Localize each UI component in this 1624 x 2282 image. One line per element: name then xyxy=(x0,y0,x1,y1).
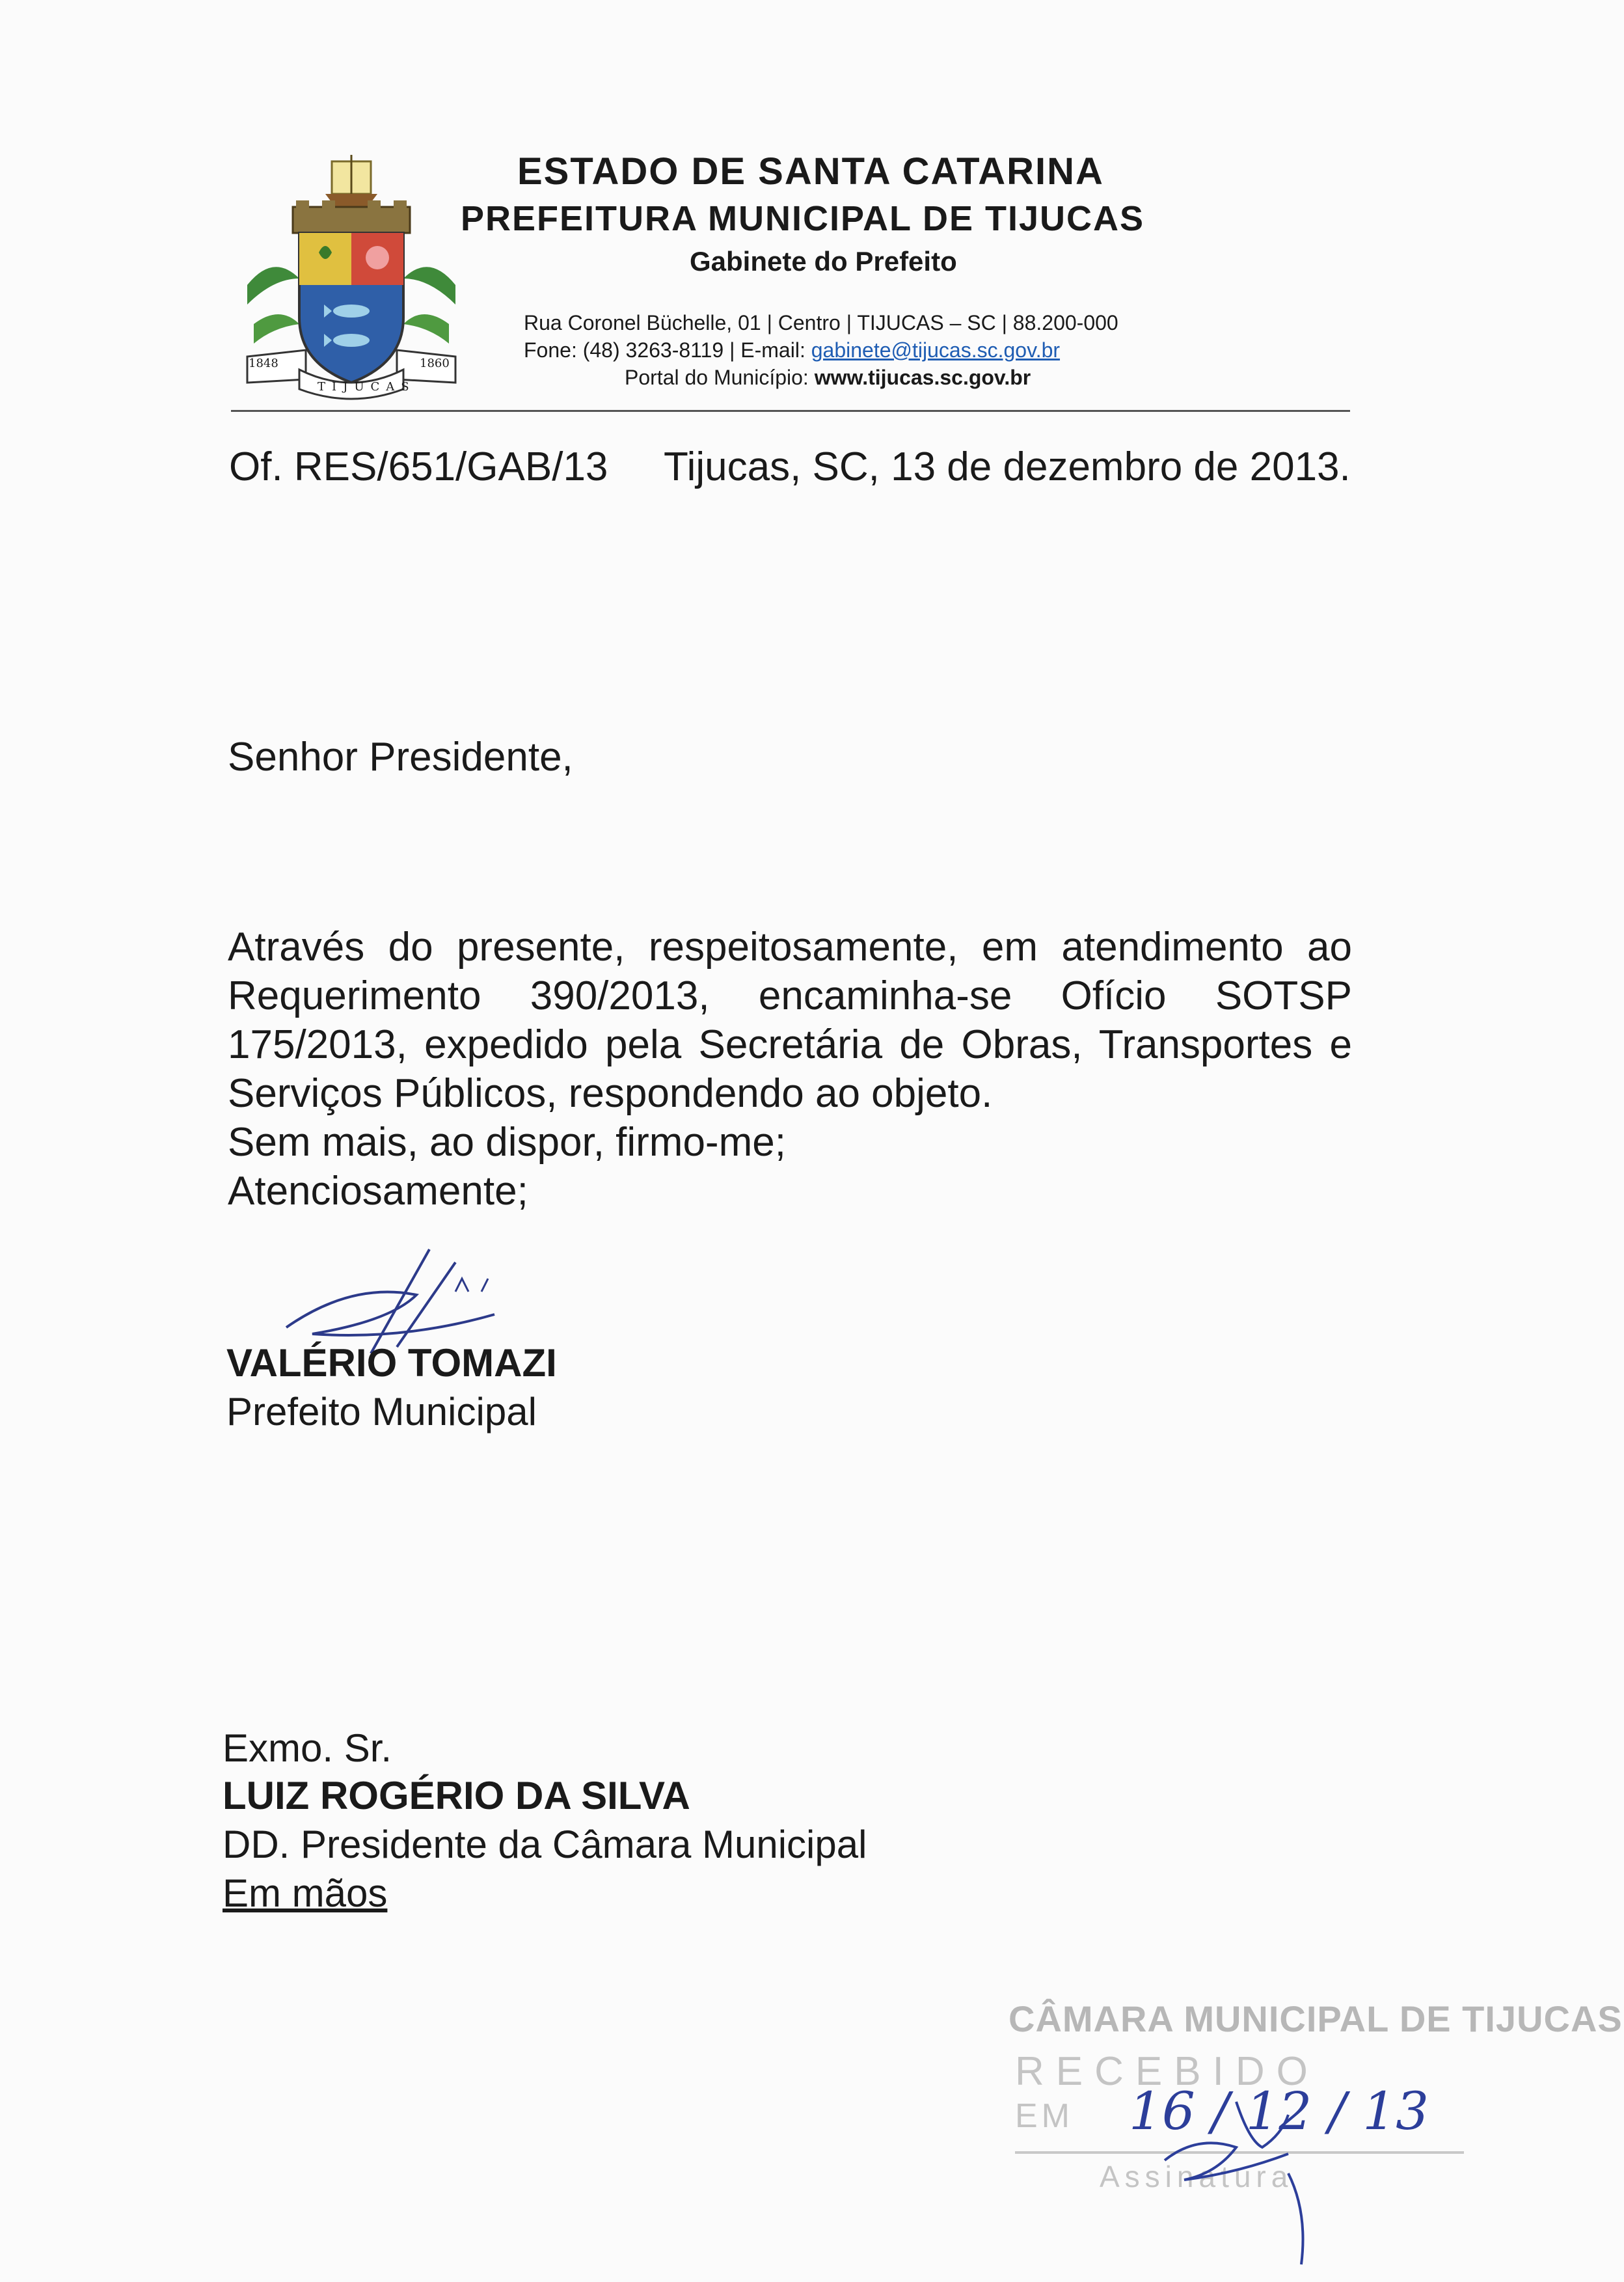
signer-title: Prefeito Municipal xyxy=(226,1390,537,1433)
header-phone: Fone: (48) 3263-8119 | E-mail: xyxy=(524,338,811,362)
header-office: Gabinete do Prefeito xyxy=(690,246,957,277)
recipient-name: LUIZ ROGÉRIO DA SILVA xyxy=(223,1774,690,1817)
stamp-signature-icon xyxy=(1002,1985,1470,2271)
signer-name: VALÉRIO TOMAZI xyxy=(226,1341,557,1385)
stamp-title: CÂMARA MUNICIPAL DE TIJUCAS xyxy=(1008,1998,1623,2039)
header-email-link[interactable]: gabinete@tijucas.sc.gov.br xyxy=(811,338,1061,362)
header-divider xyxy=(231,410,1350,412)
stamp-received: RECEBIDO xyxy=(1015,2049,1320,2094)
letter-salutation: Senhor Presidente, xyxy=(228,735,573,780)
header-state: ESTADO DE SANTA CATARINA xyxy=(517,150,1104,193)
letter-closing-2: Atenciosamente; xyxy=(228,1169,528,1214)
letter-date: Tijucas, SC, 13 de dezembro de 2013. xyxy=(664,444,1351,489)
crest-motto: TIJUCAS xyxy=(318,380,416,394)
portal-url: www.tijucas.sc.gov.br xyxy=(814,366,1031,389)
recipient-delivery: Em mãos xyxy=(223,1871,388,1915)
recipient-greeting: Exmo. Sr. xyxy=(223,1726,392,1770)
letter-reference: Of. RES/651/GAB/13 xyxy=(229,444,608,489)
header-contact xyxy=(524,338,1060,362)
stamp-signature-label: Assinatura xyxy=(1100,2160,1293,2194)
crest-year-left: 1848 xyxy=(249,357,278,370)
stamp-em: EM xyxy=(1015,2097,1074,2135)
portal-label: Portal do Município: xyxy=(625,366,815,389)
header-portal xyxy=(625,366,1031,390)
recipient-title: DD. Presidente da Câmara Municipal xyxy=(223,1823,867,1866)
crest-year-right: 1860 xyxy=(420,357,450,370)
letter-body: Através do presente, respeitosamente, em atendimento ao Requerimento 390/2013, encaminha-se Ofício SOTSP 175/2013, expedido pela Secretária de Obras, Transportes e Serviços Públicos, respondendo ao objeto. xyxy=(228,925,1352,1116)
header-prefecture: PREFEITURA MUNICIPAL DE TIJUCAS xyxy=(461,199,1145,238)
letter-closing-1: Sem mais, ao dispor, firmo-me; xyxy=(228,1120,786,1165)
header-address: Rua Coronel Büchelle, 01 | Centro | TIJUCAS – SC | 88.200-000 xyxy=(524,311,1118,334)
stamp-date: 16 / 12 / 13 xyxy=(1129,2081,1429,2141)
